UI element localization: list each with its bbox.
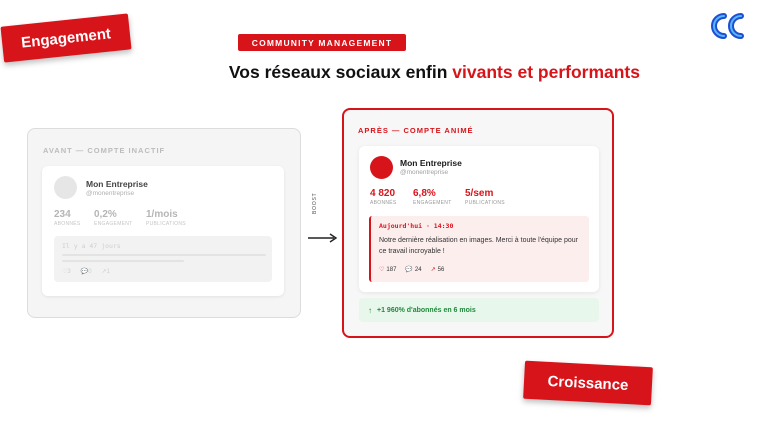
comments-value: 24 (414, 267, 422, 273)
stat-followers (370, 188, 397, 206)
post-time: Il y a 47 jours (62, 242, 121, 250)
post-text: Notre dernière réalisation en images. Merci à toute l'équipe pour ce travail incroyable ! (379, 237, 579, 255)
stat-value: 5/sem (465, 188, 494, 199)
stat-followers (54, 209, 81, 227)
arrow-right-icon (308, 233, 338, 243)
after-profile-card (359, 146, 599, 292)
profile-handle: @monentreprise (86, 190, 135, 197)
post-engagements (62, 268, 110, 275)
before-profile-card (42, 166, 284, 296)
comments-count: 💬0 (80, 269, 92, 275)
stat-value: 0,2% (94, 209, 117, 220)
stat-value: 6,8% (413, 188, 436, 199)
before-label: AVANT — COMPTE INACTIF (43, 146, 166, 155)
avatar (370, 156, 393, 179)
profile-handle: @monentreprise (400, 169, 449, 176)
stat-label: ENGAGEMENT (413, 200, 452, 206)
stat-label: ABONNÉS (370, 200, 397, 206)
stat-publications (146, 209, 186, 227)
engagement-tag: Engagement (0, 13, 131, 62)
stat-engagement (94, 209, 133, 227)
profile-name: Mon Entreprise (86, 179, 148, 189)
comment-icon: 💬 (405, 267, 413, 273)
stat-label: ENGAGEMENT (94, 221, 133, 227)
shares-count: ↗1 (101, 269, 110, 275)
post-text-placeholder (62, 260, 184, 262)
stat-value: 4 820 (370, 188, 396, 199)
before-card (27, 128, 301, 318)
growth-banner (359, 298, 599, 322)
likes-value: 187 (386, 267, 397, 273)
before-post (54, 236, 272, 282)
post-time: Aujourd'hui · 14:30 (379, 222, 454, 230)
title-part-1: Vos réseaux sociaux enfin (228, 62, 453, 82)
profile-name: Mon Entreprise (400, 158, 462, 168)
boost-label: BOOST (312, 192, 318, 214)
stat-label: PUBLICATIONS (465, 200, 505, 206)
likes-count (379, 266, 396, 273)
avatar (54, 176, 77, 199)
post-engagements (379, 266, 444, 273)
stat-publications (465, 188, 505, 206)
section-kicker: COMMUNITY MANAGEMENT (238, 34, 406, 51)
after-card (342, 108, 614, 338)
page-title (0, 62, 640, 83)
share-icon: ↗ (430, 267, 436, 273)
title-part-2: vivants et performants (452, 62, 640, 82)
after-label: APRÈS — COMPTE ANIMÉ (358, 126, 474, 135)
growth-text: +1 960% d'abonnés en 6 mois (377, 306, 476, 314)
comments-count (405, 266, 421, 273)
heart-icon: ♡ (379, 267, 385, 273)
after-post (369, 216, 589, 282)
stat-label: PUBLICATIONS (146, 221, 186, 227)
arrow-up-icon: ↑ (368, 305, 372, 315)
stat-value: 234 (54, 209, 71, 220)
cc-logo-icon (706, 10, 748, 42)
stat-value: 1/mois (146, 209, 178, 220)
stat-engagement (413, 188, 452, 206)
croissance-tag: Croissance (523, 361, 653, 406)
stat-label: ABONNÉS (54, 221, 81, 227)
shares-value: 56 (437, 267, 445, 273)
likes-count: ♡3 (62, 269, 71, 275)
post-text-placeholder (62, 254, 266, 256)
shares-count (431, 266, 445, 273)
